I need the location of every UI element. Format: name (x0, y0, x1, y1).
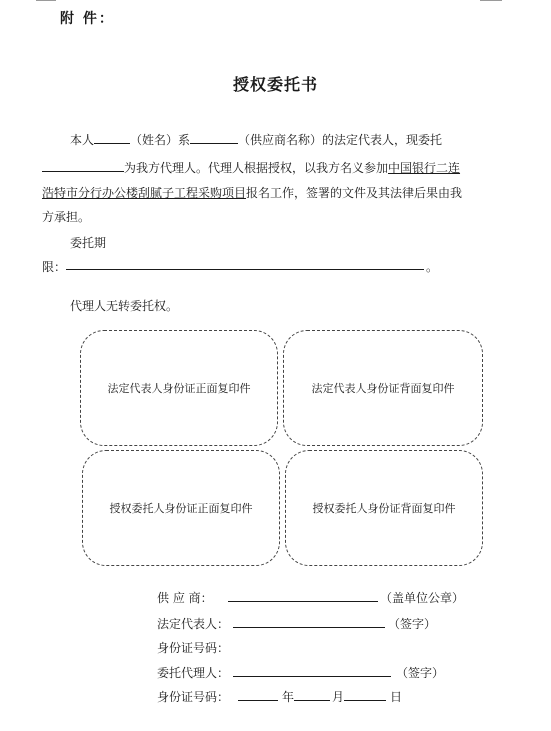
document-title: 授权委托书 (232, 75, 318, 94)
year-label: 年 (282, 690, 295, 704)
supplier-blank (228, 601, 378, 602)
period-end: 。 (426, 260, 439, 274)
id-box-label: 授权委托人身份证背面复印件 (312, 502, 456, 515)
legal-rep-sign-note: （签字） (388, 617, 437, 631)
agent-blank (233, 676, 391, 677)
paragraph-line-4 (42, 208, 90, 225)
paragraph-line-1 (70, 130, 442, 148)
legal-rep-id-label: 身份证号码： (157, 641, 230, 655)
id-box-label: 法定代表人身份证背面复印件 (311, 382, 455, 395)
text-ben-ren: 本人 (70, 133, 95, 147)
project-name-part2: 浩特市分行办公楼刮腻子工程采购项目 (42, 186, 247, 200)
agent-name-blank (42, 158, 124, 172)
attachment-label: 附 件： (60, 11, 115, 27)
id-box-legal-rep-front (80, 330, 278, 446)
day-blank (344, 700, 386, 701)
agent-sign-note: （签字） (396, 666, 445, 680)
id-box-label: 授权委托人身份证正面复印件 (109, 502, 253, 515)
corner-mark-left (36, 0, 56, 1)
month-label: 月 (332, 690, 345, 704)
id-box-agent-front (82, 450, 280, 566)
period-blank (66, 269, 424, 270)
paragraph-line-3 (42, 184, 462, 201)
year-blank (238, 700, 278, 701)
legal-rep-label: 法定代表人： (157, 617, 230, 631)
period-label-2: 限： (42, 260, 67, 274)
paragraph-line-2 (42, 158, 460, 176)
supplier-label: 供 应 商： (157, 591, 213, 605)
text-bear: 方承担。 (42, 210, 91, 224)
text-legal-rep: （供应商名称）的法定代表人，现委托 (238, 133, 443, 147)
period-label-1: 委托期 (70, 236, 107, 250)
name-blank (94, 130, 130, 144)
day-label: 日 (390, 690, 403, 704)
id-box-label: 法定代表人身份证正面复印件 (107, 382, 251, 395)
legal-rep-blank (233, 627, 385, 628)
text-appoint: 为我方代理人。代理人根据授权，以我方名义参加 (124, 161, 389, 175)
text-name-hint: （姓名）系 (130, 133, 191, 147)
id-box-agent-back (285, 450, 483, 566)
text-consequences: 报名工作，签署的文件及其法律后果由我 (246, 186, 463, 200)
agent-label: 委托代理人： (157, 666, 230, 680)
month-blank (294, 700, 330, 701)
supplier-seal-note: （盖单位公章） (380, 591, 465, 605)
corner-mark-right (480, 0, 502, 1)
supplier-name-blank (190, 130, 238, 144)
id-box-legal-rep-back (283, 330, 483, 446)
agent-id-label: 身份证号码： (157, 690, 230, 704)
project-name-part1: 中国银行二连 (388, 161, 461, 175)
no-sub-delegation: 代理人无转委托权。 (70, 299, 179, 313)
